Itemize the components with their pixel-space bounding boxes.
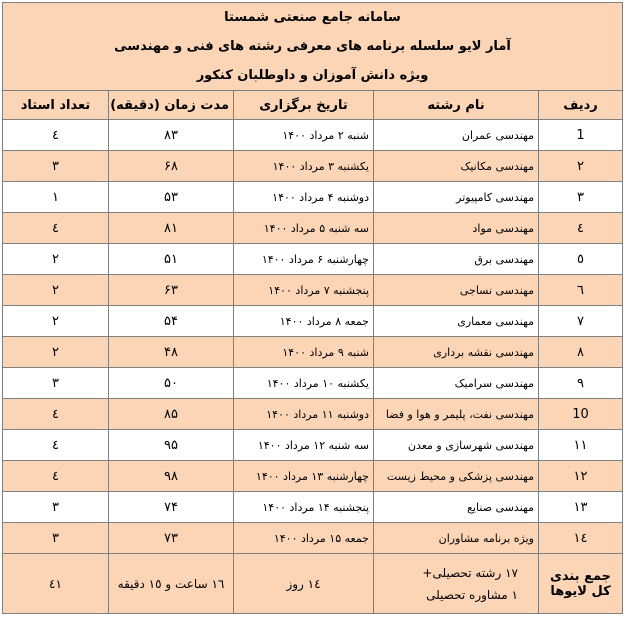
title-row-1 (3, 3, 623, 33)
stats-table (2, 2, 623, 614)
field-name-cell: مهندسی نساجی (374, 275, 539, 306)
field-name-cell: مهندسی صنایع (374, 492, 539, 523)
table-row (3, 523, 623, 554)
table-row (3, 461, 623, 492)
field-name-cell: مهندسی معماری (374, 306, 539, 337)
row-number-cell: ٨ (539, 337, 623, 368)
report-subtitle: ویژه دانش آموزان و داوطلبان کنکور (3, 61, 623, 91)
duration-cell: ۶۸ (109, 151, 234, 182)
professors-cell: ٤ (3, 213, 109, 244)
professors-cell: ٣ (3, 523, 109, 554)
duration-cell: ۷۴ (109, 492, 234, 523)
field-name-cell: مهندسی مواد (374, 213, 539, 244)
field-name-cell: مهندسی سرامیک (374, 368, 539, 399)
header-date: تاریخ برگزاری (234, 91, 374, 120)
summary-fields-line2: ١ مشاوره تحصیلی (426, 587, 518, 602)
date-cell: دوشنبه ۱۱ مرداد ۱۴۰۰ (234, 399, 374, 430)
table-row (3, 399, 623, 430)
duration-cell: ٨١ (109, 213, 234, 244)
row-number-cell: ١٣ (539, 492, 623, 523)
duration-cell: ۶۳ (109, 275, 234, 306)
professors-cell: ٢ (3, 306, 109, 337)
header-professors: تعداد استاد (3, 91, 109, 120)
duration-cell: ۵۰ (109, 368, 234, 399)
professors-cell: ٣ (3, 368, 109, 399)
row-number-cell: ٦ (539, 275, 623, 306)
field-name-cell: مهندسی نفت، پلیمر و هوا و فضا (374, 399, 539, 430)
duration-cell: ۷۳ (109, 523, 234, 554)
header-row (3, 91, 623, 120)
report-title: آمار لایو سلسله برنامه های معرفی رشته های فنی و مهندسی (3, 32, 623, 61)
date-cell: جمعه ۸ مرداد ۱۴۰۰ (234, 306, 374, 337)
duration-cell: ۵۳ (109, 182, 234, 213)
field-name-cell: مهندسی مکانیک (374, 151, 539, 182)
date-cell: شنبه ۹ مرداد ۱۴۰۰ (234, 337, 374, 368)
professors-cell: ٤ (3, 461, 109, 492)
row-number-cell: ٣ (539, 182, 623, 213)
summary-professors: ٤١ (3, 554, 109, 614)
row-number-cell: ١٢ (539, 461, 623, 492)
professors-cell: ٤ (3, 120, 109, 151)
duration-cell: ۸۵ (109, 399, 234, 430)
date-cell: یکشنبه ۳ مرداد ۱۴۰۰ (234, 151, 374, 182)
professors-cell: ٣ (3, 492, 109, 523)
table-row (3, 120, 623, 151)
professors-cell: ٣ (3, 151, 109, 182)
row-number-cell: 1 (539, 120, 623, 151)
row-number-cell: ١٤ (539, 523, 623, 554)
professors-cell: ٢ (3, 244, 109, 275)
table-row (3, 213, 623, 244)
table-row (3, 368, 623, 399)
field-name-cell: مهندسی پزشکی و محیط زیست (374, 461, 539, 492)
header-row-number: ردیف (539, 91, 623, 120)
field-name-cell: مهندسی نقشه برداری (374, 337, 539, 368)
table-row (3, 430, 623, 461)
professors-cell: ٢ (3, 337, 109, 368)
date-cell: شنبه ۲ مرداد ۱۴۰۰ (234, 120, 374, 151)
field-name-cell: ویژه برنامه مشاوران (374, 523, 539, 554)
duration-cell: ۸۳ (109, 120, 234, 151)
header-field-name: نام رشته (374, 91, 539, 120)
table-row (3, 337, 623, 368)
table-row (3, 275, 623, 306)
professors-cell: ١ (3, 182, 109, 213)
table-row (3, 151, 623, 182)
row-number-cell: ٤ (539, 213, 623, 244)
stats-sheet (2, 2, 622, 627)
table-body (3, 120, 623, 554)
professors-cell: ٤ (3, 430, 109, 461)
summary-duration: ١٦ ساعت و ١٥ دقیقه (109, 554, 234, 614)
field-name-cell: مهندسی کامپیوتر (374, 182, 539, 213)
title-row-3 (3, 61, 623, 91)
professors-cell: ٤ (3, 399, 109, 430)
summary-fields (374, 554, 539, 614)
field-name-cell: مهندسی برق (374, 244, 539, 275)
date-cell: سه شنبه ۱۲ مرداد ۱۴۰۰ (234, 430, 374, 461)
row-number-cell: ٢ (539, 151, 623, 182)
date-cell: چهارشنبه ۶ مرداد ۱۴۰۰ (234, 244, 374, 275)
header-duration: مدت زمان (دقیقه) (109, 91, 234, 120)
summary-label (539, 554, 623, 614)
summary-row (3, 554, 623, 614)
field-name-cell: مهندسی عمران (374, 120, 539, 151)
field-name-cell: مهندسی شهرسازی و معدن (374, 430, 539, 461)
duration-cell: ۵۱ (109, 244, 234, 275)
summary-label-line1: جمع بندی (549, 568, 612, 584)
system-title: سامانه جامع صنعتی شمستا (3, 3, 623, 33)
summary-days: ١٤ روز (234, 554, 374, 614)
date-cell: سه شنبه ۵ مرداد ۱۴۰۰ (234, 213, 374, 244)
duration-cell: ۹۸ (109, 461, 234, 492)
table-row (3, 492, 623, 523)
date-cell: یکشنبه ۱۰ مرداد ۱۴۰۰ (234, 368, 374, 399)
table-row (3, 182, 623, 213)
summary-label-line2: کل لایوها (550, 583, 611, 599)
row-number-cell: ٧ (539, 306, 623, 337)
duration-cell: ۵۴ (109, 306, 234, 337)
table-row (3, 306, 623, 337)
row-number-cell: 10 (539, 399, 623, 430)
row-number-cell: ١١ (539, 430, 623, 461)
row-number-cell: ٩ (539, 368, 623, 399)
date-cell: جمعه ۱۵ مرداد ۱۴۰۰ (234, 523, 374, 554)
date-cell: دوشنبه ۴ مرداد ۱۴۰۰ (234, 182, 374, 213)
professors-cell: ٢ (3, 275, 109, 306)
summary-fields-line1: ١٧ رشته تحصیلی+ (422, 565, 518, 580)
duration-cell: ۴۸ (109, 337, 234, 368)
table-row (3, 244, 623, 275)
date-cell: پنجشنبه ۱۴ مرداد ۱۴۰۰ (234, 492, 374, 523)
title-row-2 (3, 32, 623, 61)
date-cell: چهارشنبه ۱۳ مرداد ۱۴۰۰ (234, 461, 374, 492)
row-number-cell: ٥ (539, 244, 623, 275)
duration-cell: ۹۵ (109, 430, 234, 461)
date-cell: پنجشنبه ۷ مرداد ۱۴۰۰ (234, 275, 374, 306)
